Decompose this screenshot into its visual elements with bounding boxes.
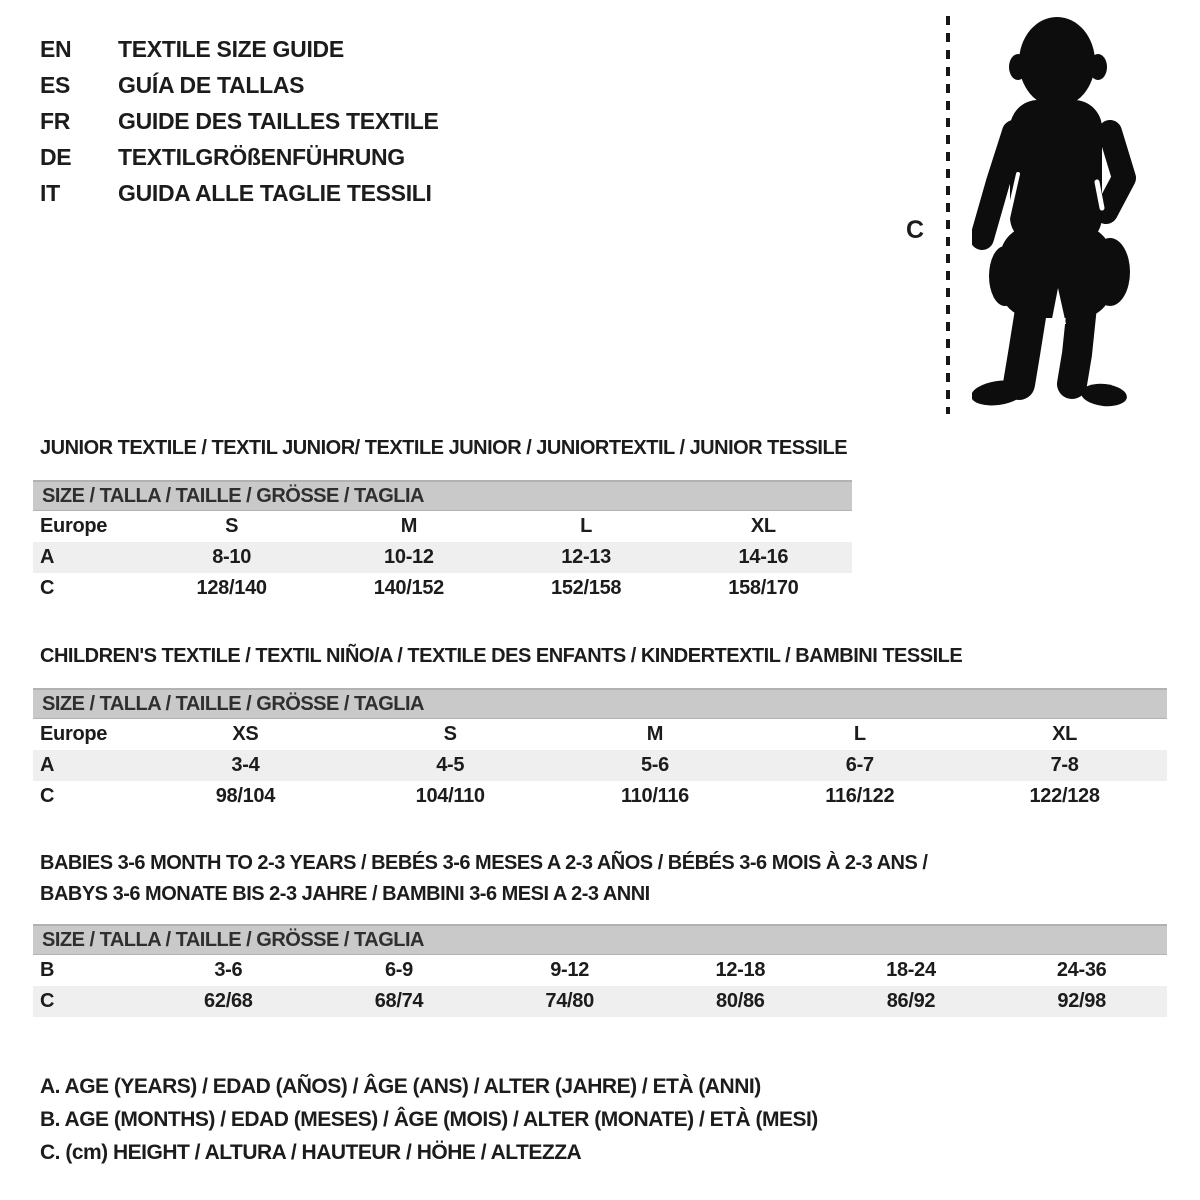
section-title: BABYS 3-6 MONATE BIS 2-3 JAHRE / BAMBINI 3-6 MESI A 2-3 ANNI [40, 883, 650, 905]
section-childrens-textile [33, 641, 1167, 812]
row-label: C [40, 785, 55, 807]
section-title: BABIES 3-6 MONTH TO 2-3 YEARS / BEBÉS 3-6 MESES A 2-3 AÑOS / BÉBÉS 3-6 MOIS À 2-3 ANS / [40, 852, 928, 874]
footnote-line: A. AGE (YEARS) / EDAD (AÑOS) / ÂGE (ANS) / ALTER (JAHRE) / ETÀ (ANNI) [40, 1075, 761, 1098]
table-cell: 80/86 [716, 990, 765, 1012]
row-label: B [40, 959, 55, 981]
table-row [33, 573, 852, 604]
language-code: FR [40, 108, 71, 134]
row-label: A [40, 754, 55, 776]
section-title-block [33, 848, 1167, 910]
table-cell: 10-12 [384, 546, 434, 568]
footnote-legend [40, 1070, 818, 1169]
table-cell: 92/98 [1057, 990, 1106, 1012]
table-cell: 62/68 [204, 990, 253, 1012]
language-title: TEXTILGRÖßENFÜHRUNG [118, 144, 405, 170]
table-cell: 110/116 [620, 785, 689, 807]
table-cell: 8-10 [212, 546, 252, 568]
table-cell: 7-8 [1050, 754, 1079, 776]
height-dashed-line [946, 16, 950, 414]
table-cell: 18-24 [886, 959, 936, 981]
table-cell: S [225, 515, 239, 537]
table-cell: 104/110 [415, 785, 485, 807]
table-cell: 9-12 [550, 959, 590, 981]
table-cell: L [853, 723, 866, 745]
table-cell: M [400, 515, 418, 537]
table-cell: 5-6 [640, 754, 669, 776]
table-cell: 12-18 [715, 959, 766, 981]
table-cell: 4-5 [436, 754, 465, 776]
size-header-bar: SIZE / TALLA / TAILLE / GRÖSSE / TAGLIA [33, 480, 852, 511]
table-cell: M [646, 723, 664, 745]
table-cell: 74/80 [545, 990, 594, 1012]
language-row [40, 103, 439, 139]
language-code: EN [40, 36, 72, 62]
table-cell: XL [1052, 723, 1078, 745]
language-row [40, 139, 439, 175]
language-list [40, 31, 439, 211]
row-label: C [40, 990, 55, 1012]
table-row [33, 719, 1167, 750]
language-row [40, 67, 439, 103]
size-header-bar: SIZE / TALLA / TAILLE / GRÖSSE / TAGLIA [33, 688, 1167, 719]
section-title: CHILDREN'S TEXTILE / TEXTIL NIÑO/A / TEXTILE DES ENFANTS / KINDERTEXTIL / BAMBINI TESSILE [40, 645, 963, 667]
language-title: GUIDE DES TAILLES TEXTILE [118, 108, 439, 134]
table-cell: 14-16 [738, 546, 789, 568]
table-cell: 98/104 [215, 785, 276, 807]
table-cell: 128/140 [196, 577, 267, 599]
row-label: Europe [40, 515, 108, 537]
table-row [33, 986, 1167, 1017]
table-cell: 6-9 [384, 959, 413, 981]
table-cell: XL [750, 515, 776, 537]
language-row [40, 31, 439, 67]
language-title: GUIDA ALLE TAGLIE TESSILI [118, 180, 432, 206]
section-title-block [33, 433, 852, 464]
row-label: Europe [40, 723, 108, 745]
table-row [33, 781, 1167, 812]
language-title: TEXTILE SIZE GUIDE [118, 36, 344, 62]
row-label: A [40, 546, 55, 568]
section-title: JUNIOR TEXTILE / TEXTIL JUNIOR/ TEXTILE JUNIOR / JUNIORTEXTIL / JUNIOR TESSILE [40, 437, 848, 459]
table-cell: 140/152 [373, 577, 444, 599]
footnote-line: B. AGE (MONTHS) / EDAD (MESES) / ÂGE (MOIS) / ALTER (MONATE) / ETÀ (MESI) [40, 1108, 818, 1131]
table-cell: S [443, 723, 457, 745]
height-measure-label: C [906, 216, 924, 244]
size-table [33, 480, 852, 604]
baby-silhouette [972, 10, 1138, 410]
table-cell: 86/92 [886, 990, 936, 1012]
table-cell: 68/74 [374, 990, 424, 1012]
size-table [33, 688, 1167, 812]
table-cell: 116/122 [825, 785, 895, 807]
table-cell: 152/158 [551, 577, 622, 599]
language-code: IT [40, 180, 60, 206]
table-cell: 6-7 [845, 754, 874, 776]
language-code: DE [40, 144, 72, 170]
table-cell: 24-36 [1056, 959, 1107, 981]
section-babies-textile [33, 848, 1167, 1017]
table-cell: 122/128 [1029, 785, 1100, 807]
section-junior-textile [33, 433, 852, 604]
table-cell: L [580, 515, 593, 537]
language-row [40, 175, 439, 211]
section-title-block [33, 641, 1167, 672]
table-cell: 158/170 [728, 577, 799, 599]
table-row [33, 542, 852, 573]
footnote-line: C. (cm) HEIGHT / ALTURA / HAUTEUR / HÖHE / ALTEZZA [40, 1141, 582, 1164]
table-cell: XS [232, 723, 259, 745]
size-header-bar: SIZE / TALLA / TAILLE / GRÖSSE / TAGLIA [33, 924, 1167, 955]
table-row [33, 511, 852, 542]
table-row [33, 750, 1167, 781]
language-title: GUÍA DE TALLAS [118, 72, 305, 98]
table-cell: 12-13 [561, 546, 611, 568]
language-code: ES [40, 72, 71, 98]
table-row [33, 955, 1167, 986]
row-label: C [40, 577, 55, 599]
size-table [33, 924, 1167, 1017]
table-cell: 3-6 [214, 959, 243, 981]
table-cell: 3-4 [231, 754, 260, 776]
